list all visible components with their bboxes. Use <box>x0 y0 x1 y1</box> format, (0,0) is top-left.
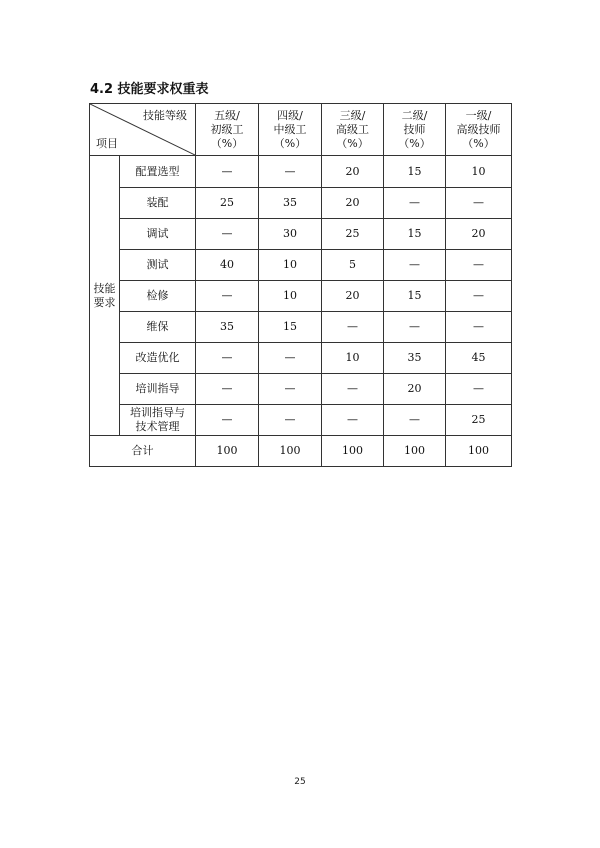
table-row <box>90 250 512 281</box>
total-label: 合计 <box>90 436 196 467</box>
level-header-1 <box>196 104 259 156</box>
weight-value: — <box>259 405 322 436</box>
weight-value: — <box>446 188 512 219</box>
level-header-5 <box>446 104 512 156</box>
item-name: 装配 <box>146 196 169 209</box>
weight-value: 10 <box>259 250 322 281</box>
total-value: 100 <box>446 436 512 467</box>
skill-weight-table <box>89 103 512 467</box>
total-value: 100 <box>259 436 322 467</box>
item-name-cell <box>120 312 196 343</box>
table-row <box>90 188 512 219</box>
corner-bottom-label: 项目 <box>96 137 118 150</box>
weight-value: 15 <box>384 219 446 250</box>
page-number: 25 <box>294 777 306 787</box>
weight-value: — <box>384 250 446 281</box>
level-header-line: 中级工 <box>273 122 307 136</box>
weight-value: 10 <box>322 343 384 374</box>
weight-value: — <box>322 374 384 405</box>
level-header-line: （%） <box>336 136 369 150</box>
weight-value: 5 <box>322 250 384 281</box>
weight-value: 35 <box>259 188 322 219</box>
level-header-line: 一级/ <box>465 108 492 122</box>
level-header-line: 五级/ <box>214 108 240 122</box>
item-name-cell <box>120 281 196 312</box>
level-header-line: （%） <box>210 136 244 150</box>
level-header-line: （%） <box>273 136 307 150</box>
weight-value: — <box>446 281 512 312</box>
weight-value: 25 <box>446 405 512 436</box>
level-header-line: 技师 <box>403 122 426 136</box>
level-header-2 <box>259 104 322 156</box>
weight-value: — <box>384 405 446 436</box>
level-header-3 <box>322 104 384 156</box>
table-row <box>90 374 512 405</box>
item-name-cell <box>120 250 196 281</box>
item-name: 维保 <box>146 320 169 333</box>
table-row <box>90 219 512 250</box>
weight-value: 20 <box>322 188 384 219</box>
level-header-line: （%） <box>398 136 431 150</box>
weight-value: 15 <box>259 312 322 343</box>
item-name: 调试 <box>146 227 169 240</box>
table-row <box>90 343 512 374</box>
weight-value: 20 <box>322 156 384 188</box>
table-row <box>90 281 512 312</box>
level-header-line: 二级/ <box>401 108 428 122</box>
level-header-line: （%） <box>462 136 495 150</box>
weight-value: 10 <box>446 156 512 188</box>
item-name-cell <box>120 343 196 374</box>
weight-value: — <box>384 188 446 219</box>
item-name-cell <box>120 219 196 250</box>
weight-value: 15 <box>384 156 446 188</box>
level-header-line: 三级/ <box>339 108 366 122</box>
total-row <box>90 436 512 467</box>
item-name-cell <box>120 156 196 188</box>
weight-value: — <box>196 374 259 405</box>
item-name-cell <box>120 405 196 436</box>
item-name: 配置选型 <box>135 164 180 178</box>
item-name: 培训指导 <box>135 382 180 395</box>
weight-value: 35 <box>384 343 446 374</box>
weight-value: — <box>196 156 259 188</box>
level-header-line: 高级工 <box>336 122 369 136</box>
weight-value: — <box>446 374 512 405</box>
item-name: 检修 <box>146 289 169 302</box>
item-name: 改造优化 <box>135 351 180 364</box>
weight-value: — <box>446 312 512 343</box>
weight-value: 25 <box>322 219 384 250</box>
total-value: 100 <box>322 436 384 467</box>
corner-top-label: 技能等级 <box>143 109 187 122</box>
level-header-line: 初级工 <box>210 122 244 136</box>
section-title: 4.2 技能要求权重表 <box>90 82 209 97</box>
weight-value: 10 <box>259 281 322 312</box>
corner-cell <box>90 104 196 156</box>
weight-value: — <box>322 405 384 436</box>
item-name: 测试 <box>146 258 169 271</box>
level-header-line: 高级技师 <box>456 122 501 136</box>
category-label: 技能 <box>93 281 116 295</box>
weight-value: — <box>259 374 322 405</box>
level-header-4 <box>384 104 446 156</box>
category-label: 要求 <box>93 295 116 309</box>
category-cell <box>90 156 120 436</box>
weight-value: — <box>322 312 384 343</box>
total-value: 100 <box>384 436 446 467</box>
item-name-cell <box>120 374 196 405</box>
header-row <box>90 104 512 156</box>
table-row <box>90 156 512 188</box>
item-name-cell <box>120 188 196 219</box>
weight-value: — <box>259 343 322 374</box>
weight-value: — <box>196 405 259 436</box>
table-row <box>90 312 512 343</box>
weight-value: 30 <box>259 219 322 250</box>
total-value: 100 <box>196 436 259 467</box>
weight-value: 15 <box>384 281 446 312</box>
item-name: 培训指导与 <box>130 406 185 419</box>
table-row <box>90 405 512 436</box>
weight-value: — <box>384 312 446 343</box>
weight-value: 25 <box>196 188 259 219</box>
weight-value: 20 <box>322 281 384 312</box>
weight-value: — <box>446 250 512 281</box>
weight-value: 40 <box>196 250 259 281</box>
weight-value: — <box>196 343 259 374</box>
weight-value: 20 <box>384 374 446 405</box>
weight-value: 45 <box>446 343 512 374</box>
weight-value: — <box>196 281 259 312</box>
level-header-line: 四级/ <box>277 108 303 122</box>
weight-value: — <box>259 156 322 188</box>
weight-value: 35 <box>196 312 259 343</box>
weight-value: 20 <box>446 219 512 250</box>
item-name: 技术管理 <box>135 420 180 433</box>
weight-value: — <box>196 219 259 250</box>
